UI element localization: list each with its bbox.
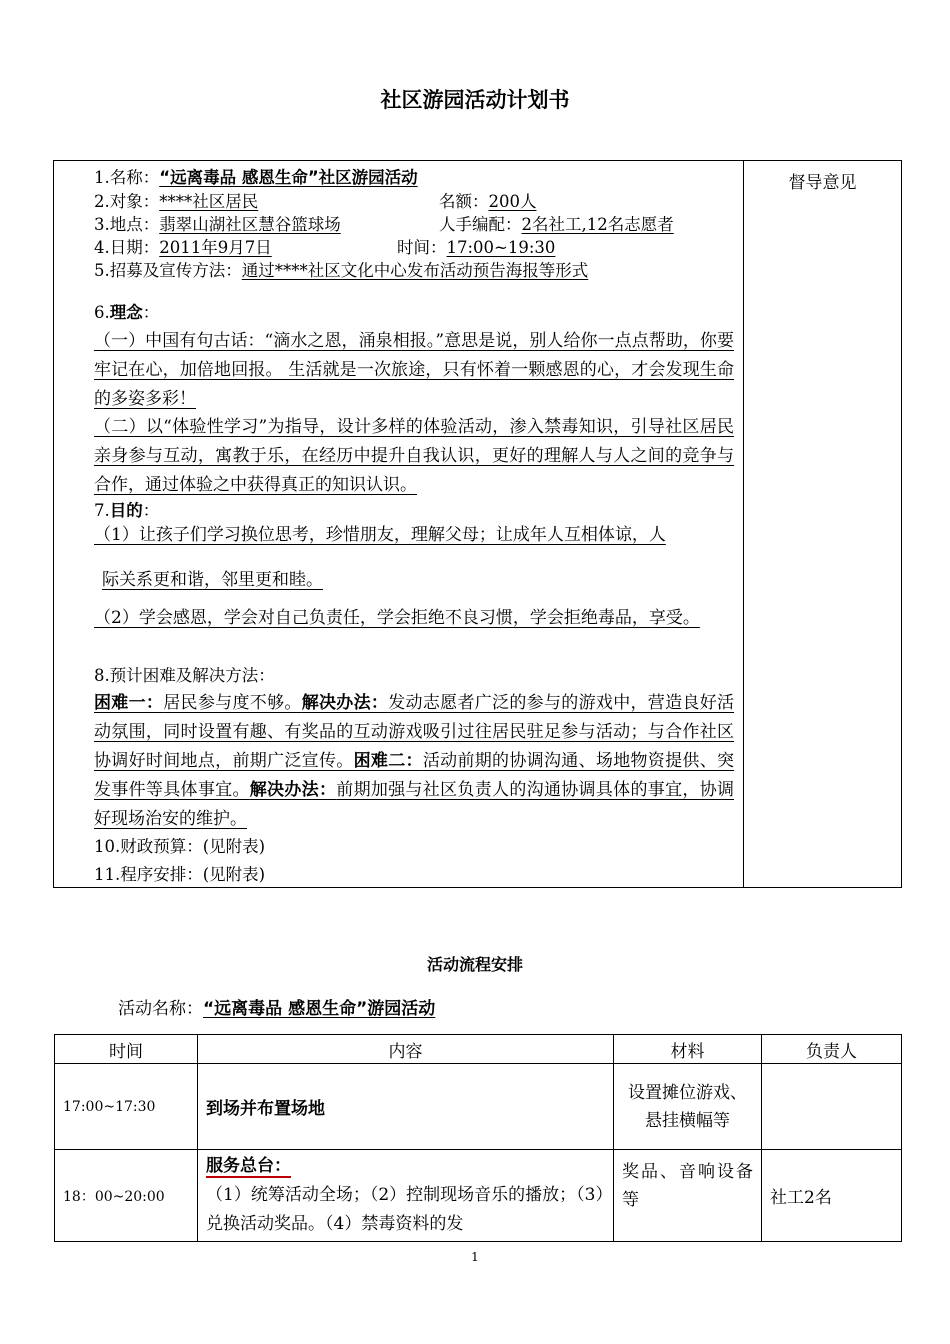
row-time: 18：00~20:00 bbox=[55, 1150, 198, 1242]
name-value: “远离毒品 感恩生命”社区游园活动 bbox=[159, 168, 418, 187]
difficulty-1-text: 居民参与度不够。 bbox=[163, 693, 302, 713]
header-material: 材料 bbox=[614, 1035, 762, 1064]
concept-text-1: （一）中国有句古话：“滴水之恩，涌泉相报。”意思是说，别人给你一点点帮助，你要牢记在心，加倍地回报。 生活就是一次旅途，只有怀着一颗感恩的心，才会发现生命的多姿多彩！ bbox=[94, 331, 734, 409]
staff-value: 2名社工,12名志愿者 bbox=[521, 215, 674, 234]
row-owner: 社工2名 bbox=[762, 1150, 902, 1242]
flow-header-row bbox=[55, 1035, 902, 1064]
date-row bbox=[94, 237, 272, 259]
difficulty-2-label: 困难二： bbox=[353, 751, 423, 771]
concept-paragraph-1 bbox=[94, 327, 734, 414]
staff-row bbox=[439, 214, 674, 236]
place-row bbox=[94, 214, 341, 236]
recruit-row bbox=[94, 260, 588, 282]
plan-content-cell bbox=[54, 161, 744, 887]
table-row bbox=[55, 1064, 902, 1150]
concept-label: 理念 bbox=[109, 303, 143, 322]
target-value: ****社区居民 bbox=[159, 192, 259, 211]
time-label: 时间： bbox=[397, 238, 447, 257]
difficulty-heading: 8.预计困难及解决方法： bbox=[94, 666, 275, 685]
row-content-title: 服务总台： bbox=[206, 1156, 291, 1176]
goal-colon: ： bbox=[142, 501, 160, 520]
goal-paragraph-1a bbox=[94, 521, 734, 550]
plan-table bbox=[53, 160, 902, 888]
quota-label: 名额： bbox=[439, 192, 489, 211]
concept-heading bbox=[94, 302, 159, 324]
solution-2-label: 解决办法： bbox=[249, 780, 337, 800]
goal-text-1a: （1）让孩子们学习换位思考，珍惜朋友，理解父母；让成年人互相体谅，人 bbox=[94, 525, 666, 545]
difficulty-2-text: 活动前期的协调沟通、场地物资提供、突发事件等具体事宜。 bbox=[94, 751, 735, 800]
row-material: 设置摊位游戏、悬挂横幅等 bbox=[614, 1064, 762, 1150]
row-content-title: 到场并布置场地 bbox=[206, 1099, 325, 1119]
concept-colon: ： bbox=[142, 303, 160, 322]
goal-paragraph-1b bbox=[102, 566, 742, 595]
row-owner bbox=[762, 1064, 902, 1150]
concept-num: 6. bbox=[94, 303, 110, 322]
header-time: 时间 bbox=[55, 1035, 198, 1064]
time-row bbox=[397, 237, 555, 259]
target-label: 2.对象： bbox=[94, 192, 160, 211]
page-number: 1 bbox=[471, 1250, 479, 1264]
staff-label: 人手编配： bbox=[439, 215, 522, 234]
supervisor-label: 督导意见 bbox=[788, 173, 857, 193]
goal-text-2: （2）学会感恩，学会对自己负责任，学会拒绝不良习惯，学会拒绝毒品，享受。 bbox=[94, 608, 700, 628]
solution-2-text: 前期加强与社区负责人的沟通协调具体的事宜，协调好现场治安的维护。 bbox=[94, 780, 735, 829]
date-value: 2011年9月7日 bbox=[159, 238, 272, 257]
activity-name-row bbox=[118, 994, 435, 1019]
target-row bbox=[94, 191, 258, 213]
schedule-row: 11.程序安排：(见附表) bbox=[94, 865, 266, 884]
concept-text-2: （二）以“体验性学习”为指导，设计多样的体验活动，渗入禁毒知识，引导社区居民亲身参与互动，寓教于乐，在经历中提升自我认识，更好的理解人与人之间的竞争与合作，通过体验之中获得真正的知识认识。 bbox=[94, 417, 734, 495]
time-value: 17:00~19:30 bbox=[446, 238, 556, 257]
supervisor-cell bbox=[744, 161, 901, 887]
goal-label: 目的 bbox=[109, 501, 143, 520]
header-owner: 负责人 bbox=[762, 1035, 902, 1064]
quota-row bbox=[439, 191, 537, 213]
recruit-label: 5.招募及宣传方法： bbox=[94, 261, 242, 280]
flow-table bbox=[54, 1034, 902, 1242]
goal-num: 7. bbox=[94, 501, 110, 520]
solution-1-label: 解决办法： bbox=[301, 693, 389, 713]
row-time: 17:00~17:30 bbox=[55, 1064, 198, 1150]
date-label: 4.日期： bbox=[94, 238, 160, 257]
goal-heading bbox=[94, 500, 159, 522]
row-content-text: （1）统筹活动全场；（2）控制现场音乐的播放；（3）兑换活动奖品。（4）禁毒资料的发 bbox=[206, 1185, 604, 1234]
row-content bbox=[198, 1064, 614, 1150]
recruit-value: 通过****社区文化中心发布活动预告海报等形式 bbox=[241, 261, 589, 280]
quota-value: 200人 bbox=[488, 192, 537, 211]
goal-paragraph-2 bbox=[94, 604, 734, 633]
document-title: 社区游园活动计划书 bbox=[380, 88, 570, 112]
difficulty-1-label: 困难一： bbox=[94, 693, 164, 713]
name-label: 1.名称： bbox=[94, 168, 160, 187]
row-content bbox=[198, 1150, 614, 1242]
solution-1-text: 发动志愿者广泛的参与的游戏中，营造良好活动氛围，同时设置有趣、有奖品的互动游戏吸引过往居民驻足参与活动；与合作社区协调好时间地点，前期广泛宣传。 bbox=[94, 693, 735, 771]
activity-label: 活动名称： bbox=[118, 999, 203, 1019]
flow-title: 活动流程安排 bbox=[426, 955, 523, 974]
difficulty-paragraph bbox=[94, 689, 734, 834]
goal-text-1b: 际关系更和谐，邻里更和睦。 bbox=[102, 570, 323, 590]
place-value: 翡翠山湖社区慧谷篮球场 bbox=[159, 215, 341, 234]
activity-value: “远离毒品 感恩生命”游园活动 bbox=[203, 999, 436, 1019]
row-material: 奖品、音响设备等 bbox=[614, 1150, 762, 1242]
concept-paragraph-2 bbox=[94, 413, 734, 500]
budget-row: 10.财政预算：(见附表) bbox=[94, 837, 266, 856]
header-content: 内容 bbox=[198, 1035, 614, 1064]
place-label: 3.地点： bbox=[94, 215, 160, 234]
table-row bbox=[55, 1150, 902, 1242]
name-row bbox=[94, 167, 418, 189]
